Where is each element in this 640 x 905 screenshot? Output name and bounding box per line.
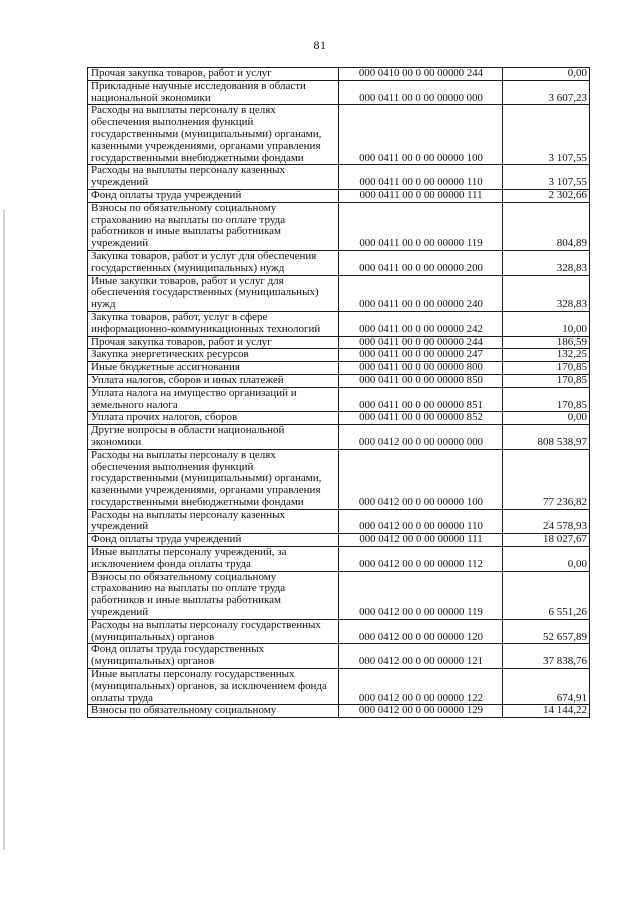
- budget-code-cell: 000 0412 00 0 00 00000 112: [339, 547, 503, 572]
- table-row: [88, 534, 590, 547]
- budget-code-cell: 000 0412 00 0 00 00000 122: [339, 669, 503, 705]
- budget-table-body: [88, 68, 590, 718]
- amount-cell: 3 607,23: [503, 80, 590, 105]
- amount-cell: 808 538,97: [503, 425, 590, 450]
- budget-code-cell: 000 0411 00 0 00 00000 850: [339, 374, 503, 387]
- expense-name-cell: Расходы на выплаты персоналу казенных учреждений: [88, 165, 339, 190]
- budget-code-cell: 000 0411 00 0 00 00000 242: [339, 311, 503, 336]
- amount-cell: 170,85: [503, 362, 590, 375]
- amount-cell: 170,85: [503, 374, 590, 387]
- expense-name-cell: Фонд оплаты труда учреждений: [88, 189, 339, 202]
- table-row: [88, 250, 590, 275]
- amount-cell: 3 107,55: [503, 165, 590, 190]
- table-row: [88, 80, 590, 105]
- amount-cell: 132,25: [503, 349, 590, 362]
- expense-name-cell: Иные выплаты персоналу учреждений, за исключением фонда оплаты труда: [88, 547, 339, 572]
- table-row: [88, 362, 590, 375]
- table-row: [88, 644, 590, 669]
- amount-cell: 0,00: [503, 547, 590, 572]
- budget-code-cell: 000 0410 00 0 00 00000 244: [339, 68, 503, 81]
- expense-name-cell: Расходы на выплаты персоналу в целях обеспечения выполнения функций государственными (муниципальными) органами, казенными учреждениями, органами управления государственными внебюджетными фондами: [88, 449, 339, 509]
- expense-name-cell: Уплата прочих налогов, сборов: [88, 412, 339, 425]
- table-row: [88, 189, 590, 202]
- expense-name-cell: Расходы на выплаты персоналу в целях обеспечения выполнения функций государственными (муниципальными) органами, казенными учреждениями, органами управления государственными внебюджетными фондами: [88, 105, 339, 165]
- amount-cell: 170,85: [503, 387, 590, 412]
- budget-code-cell: 000 0412 00 0 00 00000 000: [339, 425, 503, 450]
- budget-code-cell: 000 0411 00 0 00 00000 200: [339, 250, 503, 275]
- amount-cell: 52 657,89: [503, 619, 590, 644]
- expense-name-cell: Взносы по обязательному социальному страхованию на выплаты по оплате труда работников и иные выплаты работникам учреждений: [88, 202, 339, 250]
- table-row: [88, 705, 590, 718]
- amount-cell: 24 578,93: [503, 509, 590, 534]
- table-row: [88, 311, 590, 336]
- budget-code-cell: 000 0411 00 0 00 00000 851: [339, 387, 503, 412]
- amount-cell: 18 027,67: [503, 534, 590, 547]
- expense-name-cell: Закупка энергетических ресурсов: [88, 349, 339, 362]
- expense-name-cell: Иные выплаты персоналу государственных (муниципальных) органов, за исключением фонда оплаты труда: [88, 669, 339, 705]
- budget-code-cell: 000 0411 00 0 00 00000 247: [339, 349, 503, 362]
- expense-name-cell: Расходы на выплаты персоналу казенных учреждений: [88, 509, 339, 534]
- expense-name-cell: Уплата налога на имущество организаций и земельного налога: [88, 387, 339, 412]
- amount-cell: 10,00: [503, 311, 590, 336]
- amount-cell: 0,00: [503, 412, 590, 425]
- amount-cell: 186,59: [503, 336, 590, 349]
- budget-code-cell: 000 0412 00 0 00 00000 121: [339, 644, 503, 669]
- amount-cell: 6 551,26: [503, 571, 590, 619]
- budget-code-cell: 000 0411 00 0 00 00000 240: [339, 275, 503, 311]
- page-edge-shadow: [3, 210, 5, 850]
- amount-cell: 804,89: [503, 202, 590, 250]
- expense-name-cell: Иные закупки товаров, работ и услуг для обеспечения государственных (муниципальных) нужд: [88, 275, 339, 311]
- budget-code-cell: 000 0411 00 0 00 00000 000: [339, 80, 503, 105]
- budget-code-cell: 000 0411 00 0 00 00000 100: [339, 105, 503, 165]
- amount-cell: 2 302,66: [503, 189, 590, 202]
- expense-name-cell: Расходы на выплаты персоналу государственных (муниципальных) органов: [88, 619, 339, 644]
- expense-name-cell: Фонд оплаты труда государственных (муниципальных) органов: [88, 644, 339, 669]
- amount-cell: 14 144,22: [503, 705, 590, 718]
- budget-code-cell: 000 0412 00 0 00 00000 120: [339, 619, 503, 644]
- table-row: [88, 509, 590, 534]
- expense-name-cell: Уплата налогов, сборов и иных платежей: [88, 374, 339, 387]
- table-row: [88, 619, 590, 644]
- amount-cell: 77 236,82: [503, 449, 590, 509]
- table-row: [88, 425, 590, 450]
- table-row: [88, 202, 590, 250]
- expense-name-cell: Закупка товаров, работ и услуг для обеспечения государственных (муниципальных) нужд: [88, 250, 339, 275]
- expense-name-cell: Взносы по обязательному социальному: [88, 705, 339, 718]
- budget-code-cell: 000 0412 00 0 00 00000 119: [339, 571, 503, 619]
- budget-code-cell: 000 0411 00 0 00 00000 852: [339, 412, 503, 425]
- table-row: [88, 165, 590, 190]
- budget-code-cell: 000 0411 00 0 00 00000 110: [339, 165, 503, 190]
- amount-cell: 328,83: [503, 250, 590, 275]
- budget-code-cell: 000 0411 00 0 00 00000 800: [339, 362, 503, 375]
- expense-name-cell: Другие вопросы в области национальной экономики: [88, 425, 339, 450]
- expense-name-cell: Прочая закупка товаров, работ и услуг: [88, 68, 339, 81]
- expense-name-cell: Прочая закупка товаров, работ и услуг: [88, 336, 339, 349]
- amount-cell: 0,00: [503, 68, 590, 81]
- expense-name-cell: Прикладные научные исследования в области национальной экономики: [88, 80, 339, 105]
- expense-name-cell: Фонд оплаты труда учреждений: [88, 534, 339, 547]
- table-row: [88, 669, 590, 705]
- table-row: [88, 349, 590, 362]
- table-row: [88, 336, 590, 349]
- expense-name-cell: Иные бюджетные ассигнования: [88, 362, 339, 375]
- table-row: [88, 105, 590, 165]
- amount-cell: 328,83: [503, 275, 590, 311]
- table-row: [88, 387, 590, 412]
- budget-code-cell: 000 0412 00 0 00 00000 129: [339, 705, 503, 718]
- expense-name-cell: Взносы по обязательному социальному страхованию на выплаты по оплате труда работников и иные выплаты работникам учреждений: [88, 571, 339, 619]
- budget-code-cell: 000 0412 00 0 00 00000 110: [339, 509, 503, 534]
- expense-name-cell: Закупка товаров, работ, услуг в сфере информационно-коммуникационных технологий: [88, 311, 339, 336]
- budget-code-cell: 000 0411 00 0 00 00000 119: [339, 202, 503, 250]
- amount-cell: 3 107,55: [503, 105, 590, 165]
- table-row: [88, 547, 590, 572]
- page-number: 81: [313, 38, 327, 52]
- budget-code-cell: 000 0411 00 0 00 00000 244: [339, 336, 503, 349]
- table-row: [88, 449, 590, 509]
- amount-cell: 37 838,76: [503, 644, 590, 669]
- table-row: [88, 68, 590, 81]
- table-row: [88, 571, 590, 619]
- budget-table: [87, 67, 590, 718]
- budget-code-cell: 000 0412 00 0 00 00000 100: [339, 449, 503, 509]
- table-row: [88, 275, 590, 311]
- table-row: [88, 412, 590, 425]
- budget-code-cell: 000 0411 00 0 00 00000 111: [339, 189, 503, 202]
- table-row: [88, 374, 590, 387]
- budget-code-cell: 000 0412 00 0 00 00000 111: [339, 534, 503, 547]
- amount-cell: 674,91: [503, 669, 590, 705]
